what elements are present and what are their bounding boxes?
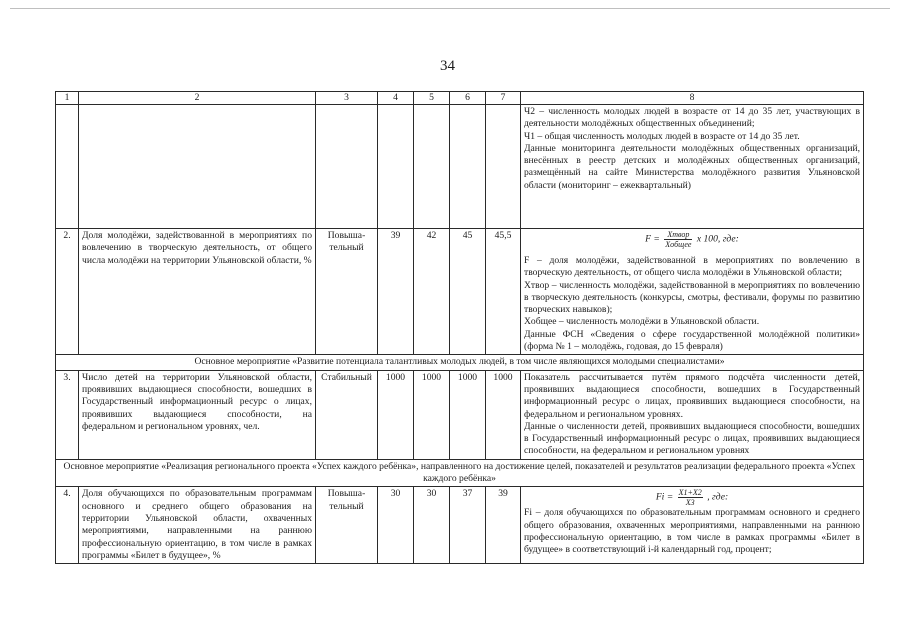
value-col7: 39 — [486, 487, 521, 564]
header-cell: 5 — [414, 92, 450, 105]
header-cell: 1 — [56, 92, 79, 105]
indicator-type: Стабильный — [316, 370, 378, 459]
calculation-method: Показатель рассчитывается путём прямого подсчёта численности детей, проявивших выдающиеся способности, вошедших в Государственный информационный ресурс о лицах, проявивших выдающиеся способности, на федеральном и региональном уровнях. Данные о численности детей, проявивших выдающиеся способности, вошедших в Государственный информационный ресурс о лицах, проявивших выдающиеся способности, на федеральном и региональном уровнях — [521, 370, 864, 459]
row-number: 4. — [56, 487, 79, 564]
fraction: $\frac{\text{Xтвор}}{\text{Xобщее}}$ — [665, 230, 692, 249]
value-col6: 37 — [450, 487, 486, 564]
header-cell: 4 — [378, 92, 414, 105]
value-col4: 30 — [378, 487, 414, 564]
value-col6: 1000 — [450, 370, 486, 459]
header-cell: 6 — [450, 92, 486, 105]
value-col5: 42 — [414, 229, 450, 355]
section-heading: Основное мероприятие «Развитие потенциала талантливых молодых людей, в том числе являющихся молодыми специалистами» — [56, 355, 864, 370]
calculation-method: Fi = $\frac{X1+X2}{X3}$ , где: Fi – доля обучающихся по образовательным программам основного и среднего общего образования, охваченных мероприятиями, направленными на раннюю профессиональную ориентацию, в том числе в рамках программы «Билет в будущее» в соответствующий i-й календарный год, процент; — [521, 487, 864, 564]
indicator-name: Доля молодёжи, задействованной в мероприятиях по вовлечению в творческую деятельность, от общего числа молодёжи на территории Ульяновской области, % — [79, 229, 316, 355]
indicator-type: Повыша-тельный — [316, 487, 378, 564]
section-heading-row — [56, 355, 864, 370]
formula: Fi = $\frac{X1+X2}{X3}$ , где: — [655, 488, 729, 508]
indicator-name: Доля обучающихся по образовательным программам основного и среднего общего образования на территории Ульяновской области, охваченных мероприятиями, направленными на раннюю профессиональную ориентацию, в том числе в рамках программы «Билет в будущее», % — [79, 487, 316, 564]
continuation-row — [56, 105, 864, 229]
calculation-method: F = $\frac{\text{Xтвор}}{\text{Xобщее}}$ x 100, где: F – доля молодёжи, задействованной в мероприятиях по вовлечению в творческую деятельность, от общего числа молодёжи в Ульяновской области; Xтвор – численность молодёжи, задействованной в мероприятиях по вовлечению в творческую деятельность (конкурсы, смотры, фестивали, форумы по развитию творческих навыков); Xобщее – численность молодёжи в Ульяновской области. Данные ФСН «Сведения о сфере государственной молодёжной политики» (форма № 1 – молодёжь, годовая, до 15 февраля) — [521, 229, 864, 355]
table-header-row — [56, 92, 864, 105]
header-cell: 3 — [316, 92, 378, 105]
value-col7: 45,5 — [486, 229, 521, 355]
table-row — [56, 370, 864, 459]
continuation-text: Ч2 – численность молодых людей в возрасте от 14 до 35 лет, участвующих в деятельности молодёжных общественных объединений; Ч1 – общая численность молодых людей в возрасте от 14 до 35 лет. Данные мониторинга деятельности молодёжных общественных организаций, внесённых в реестр детских и молодёжных общественных организаций, размещённый на сайте Министерства молодёжного развития Ульяновской области (мониторинг – ежеквартальный) — [521, 105, 864, 229]
value-col6: 45 — [450, 229, 486, 355]
header-cell: 2 — [79, 92, 316, 105]
page-number: 34 — [440, 58, 455, 74]
fraction: $\frac{X1+X2}{X3}$ — [678, 488, 702, 508]
value-col5: 30 — [414, 487, 450, 564]
section-heading-row — [56, 459, 864, 487]
value-col4: 39 — [378, 229, 414, 355]
value-col5: 1000 — [414, 370, 450, 459]
value-col7: 1000 — [486, 370, 521, 459]
table-row — [56, 487, 864, 564]
section-heading: Основное мероприятие «Реализация регионального проекта «Успех каждого ребёнка», направленного на достижение целей, показателей и результатов реализации федерального проекта «Успех каждого ребёнка» — [56, 459, 864, 487]
value-col4: 1000 — [378, 370, 414, 459]
row-number: 3. — [56, 370, 79, 459]
indicator-type: Повыша-тельный — [316, 229, 378, 355]
indicator-name: Число детей на территории Ульяновской области, проявивших выдающиеся способности, вошедших в Государственный информационный ресурс о лицах, проявивших выдающиеся способности, на федеральном и региональном уровнях, чел. — [79, 370, 316, 459]
row-number: 2. — [56, 229, 79, 355]
scan-edge-line — [10, 8, 890, 9]
indicators-table — [55, 91, 864, 564]
table-row — [56, 229, 864, 355]
header-cell: 8 — [521, 92, 864, 105]
header-cell: 7 — [486, 92, 521, 105]
formula: F = $\frac{\text{Xтвор}}{\text{Xобщее}}$ x 100, где: — [645, 230, 739, 249]
